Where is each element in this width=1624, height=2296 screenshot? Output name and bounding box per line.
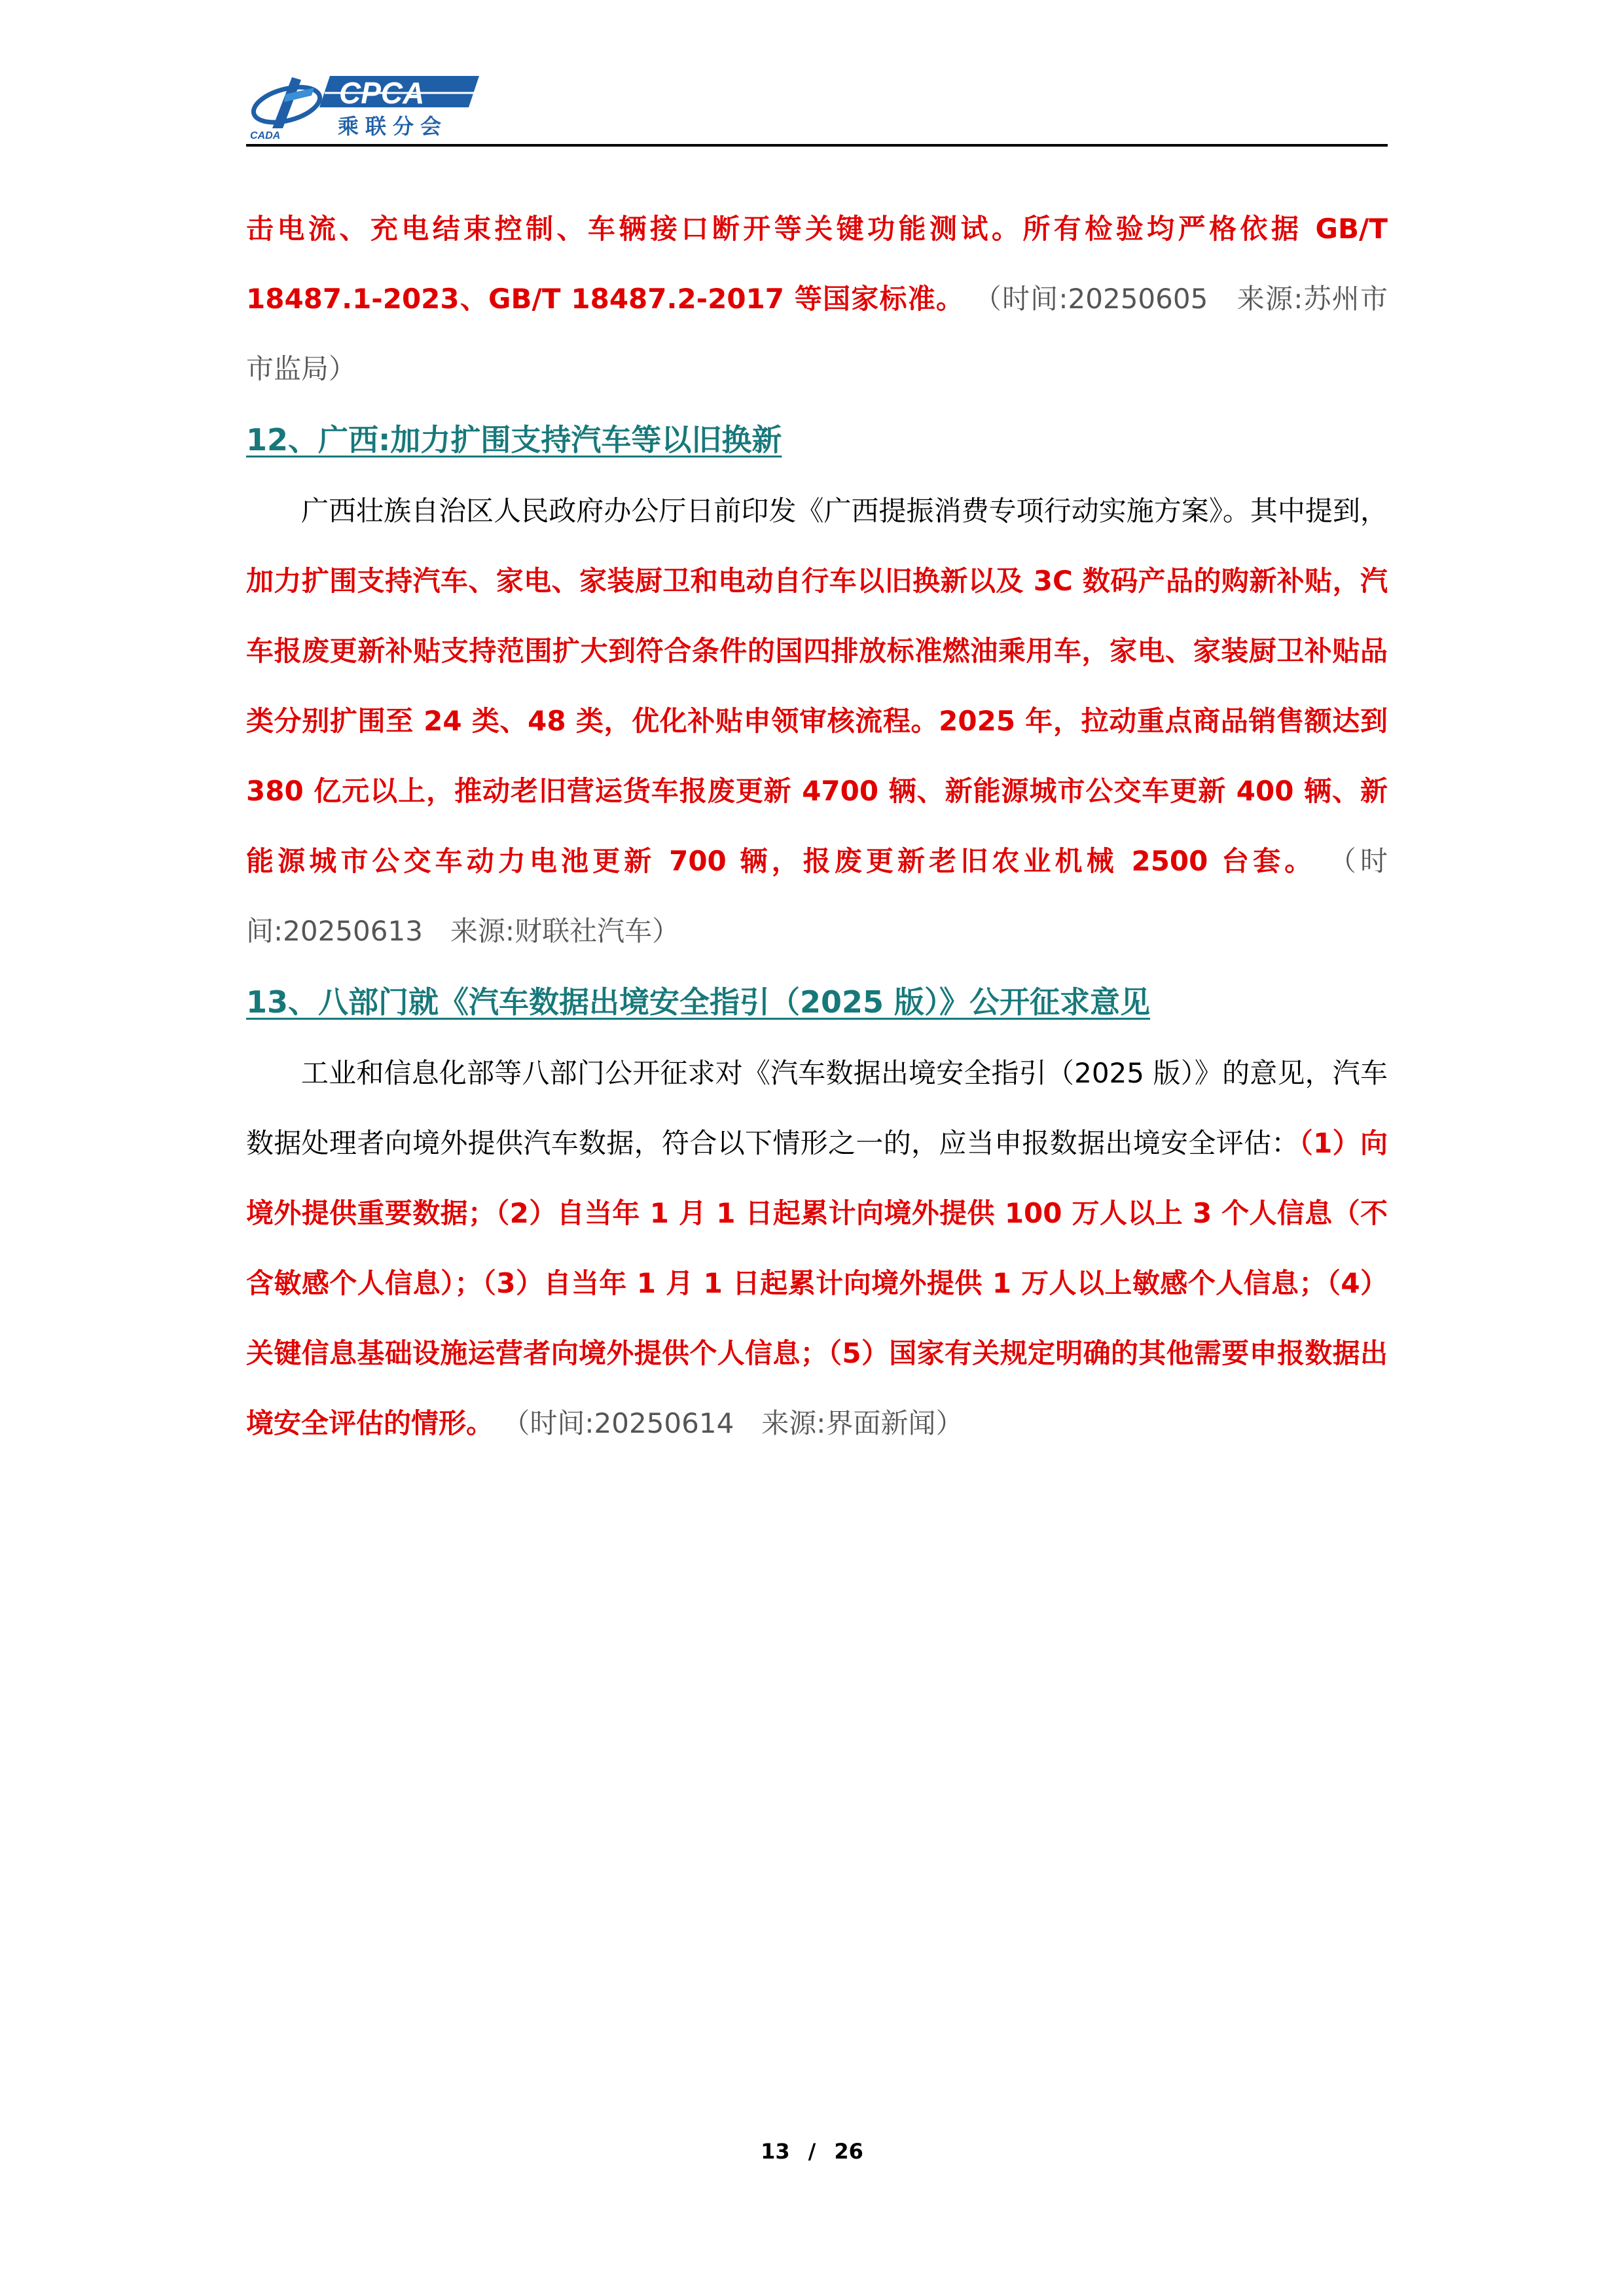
cpca-wordmark xyxy=(319,76,479,139)
highlight-text: 加力扩围支持汽车、家电、家装厨卫和电动自行车以旧换新以及 3C 数码产品的购新补贴，汽车报废更新补贴支持范围扩大到符合条件的国四排放标准燃油乘用车，家电、家装厨卫补贴品类分别扩围至 24 类、48 类，优化补贴申领审核流程。2025 年，拉动重点商品销售额达到 380 亿元以上，推动老旧营运货车报废更新 4700 辆、新能源城市公交车更新 400 辆、新能源城市公交车动力电池更新 700 辆，报废更新老旧农业机械 2500 台套。 xyxy=(246,565,1388,877)
cpca-logo-subtitle: 乘联分会 xyxy=(338,114,448,139)
page-footer xyxy=(0,2139,1624,2164)
highlight-text: 击电流、充电结束控制、车辆接口断开等关键功能测试。所有检验均严格依据 GB/T 18487.1-2023、GB/T 18487.2-2017 等国家标准。 xyxy=(246,213,1388,315)
cada-emblem-text: CADA xyxy=(250,130,281,141)
section-12-heading: 12、广西:加力扩围支持汽车等以旧换新 xyxy=(246,422,782,457)
section-13-paragraph xyxy=(246,1038,1388,1458)
page-total: 26 xyxy=(834,2139,863,2164)
section-12-paragraph xyxy=(246,476,1388,966)
source-meta: （时间:20250605 来源:苏州市市监局） xyxy=(246,283,1388,385)
page-separator: / xyxy=(808,2139,816,2164)
page-header xyxy=(246,68,1388,147)
source-meta: （时间:20250613 来源:财联社汽车） xyxy=(246,845,1388,947)
source-meta: （时间:20250614 来源:界面新闻） xyxy=(502,1407,964,1439)
cpca-logo-text: CPCA xyxy=(339,76,425,110)
cada-emblem-icon xyxy=(250,77,324,141)
intro-text: 广西壮族自治区人民政府办公厅日前印发《广西提振消费专项行动实施方案》。其中提到， xyxy=(301,495,1388,527)
intro-text: 工业和信息化部等八部门公开征求对《汽车数据出境安全指引（2025 版）》的意见，汽车数据处理者向境外提供汽车数据，符合以下情形之一的，应当申报数据出境安全评估： xyxy=(246,1057,1388,1159)
article-body xyxy=(246,194,1388,1458)
highlight-text: （1）向境外提供重要数据；（2）自当年 1 月 1 日起累计向境外提供 100 万人以上 3 个人信息（不含敏感个人信息）；（3）自当年 1 月 1 日起累计向境外提供 1 万人以上敏感个人信息；（4）关键信息基础设施运营者向境外提供个人信息；（5）国家有关规定明确的其他需要申报数据出境安全评估的情形。 xyxy=(246,1127,1388,1439)
section-13-heading: 13、八部门就《汽车数据出境安全指引（2025 版）》公开征求意见 xyxy=(246,984,1151,1020)
header-divider xyxy=(246,144,1388,147)
page-number: 13 xyxy=(761,2139,790,2164)
cpca-logo xyxy=(246,68,482,141)
section-11-continuation xyxy=(246,194,1388,404)
